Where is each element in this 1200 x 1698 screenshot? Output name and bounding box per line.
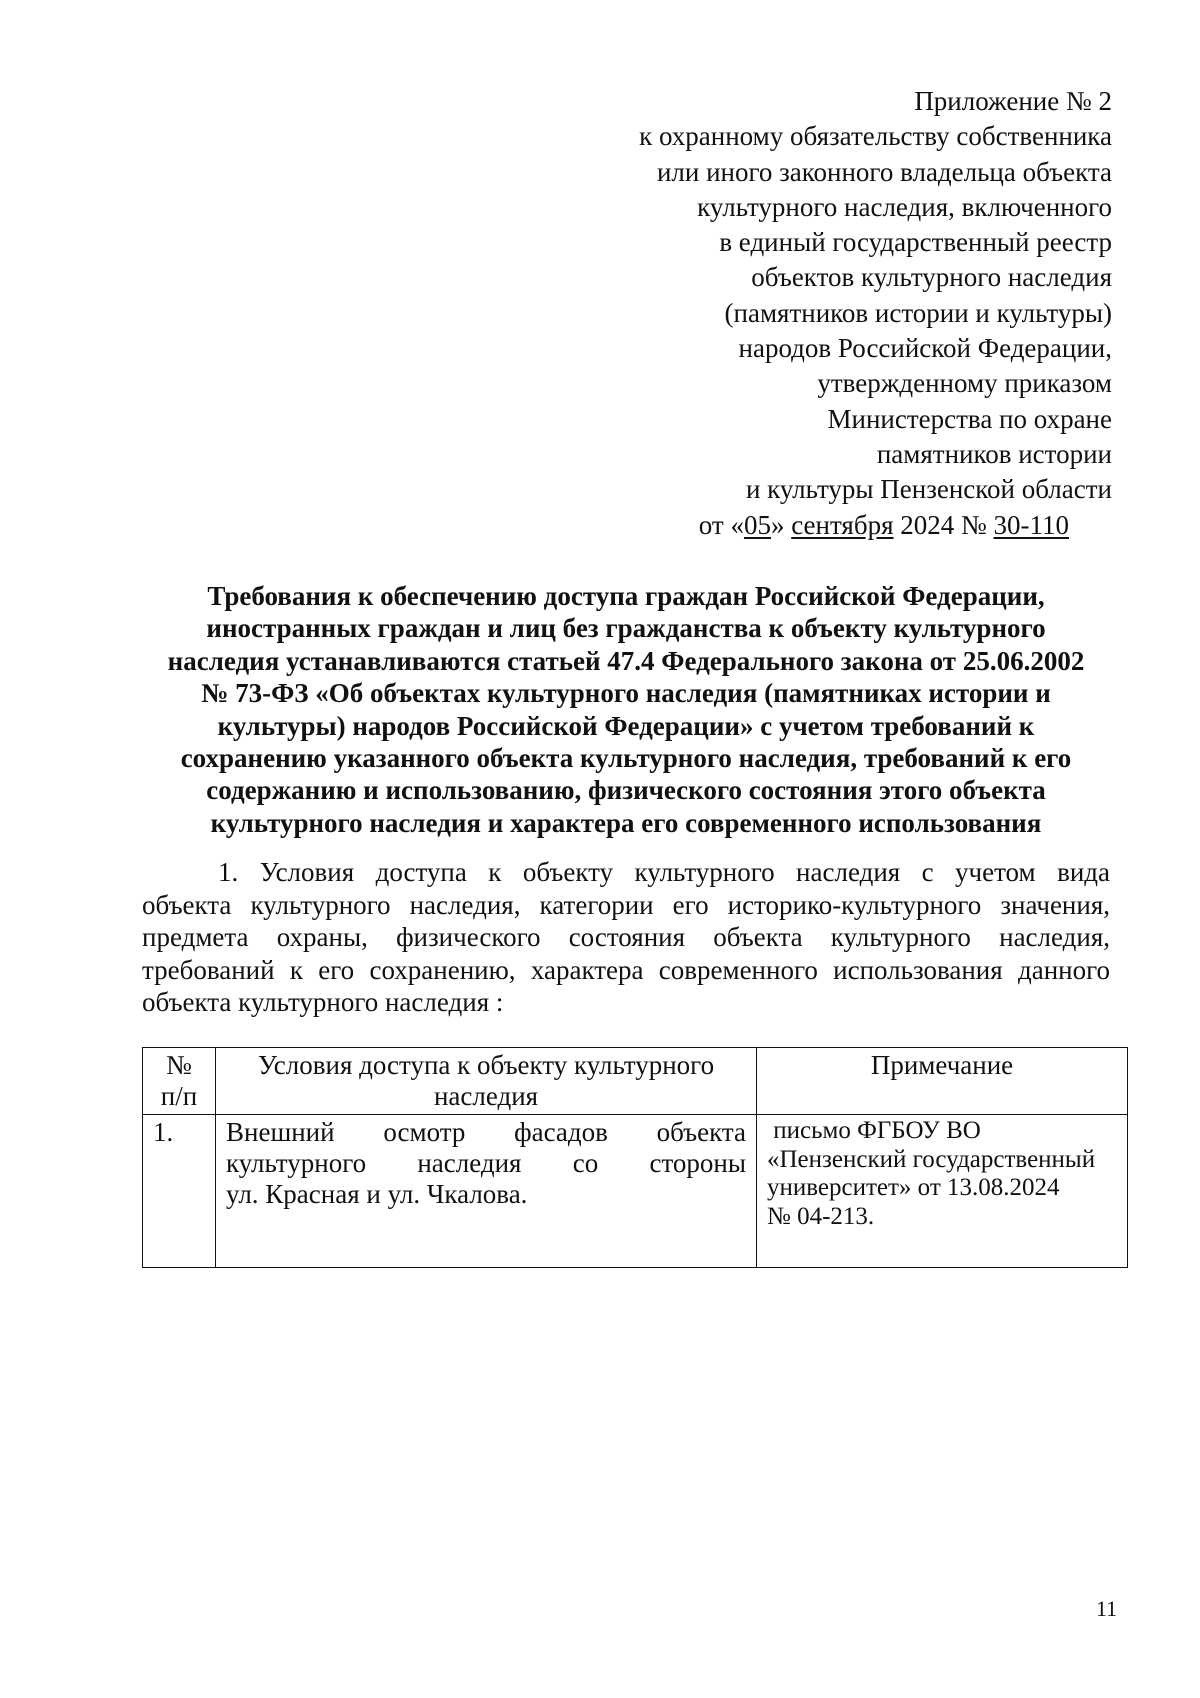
- appendix-line: Министерства по охране: [827, 403, 1112, 434]
- table-header-row: [143, 1048, 1128, 1115]
- access-conditions-table: [142, 1047, 1128, 1268]
- heading-line: сохранению указанного объекта культурного наследия, требований к его: [180, 743, 1072, 774]
- heading-line: культуры) народов Российской Федерации» с учетом требований к: [217, 710, 1035, 741]
- note-line: университет» от 13.08.2024: [767, 1174, 1060, 1201]
- note-line: № 04-213.: [767, 1202, 875, 1230]
- paragraph-line: предмета охраны, физического состояния объекта культурного наследия,: [142, 922, 1110, 952]
- heading-line: № 73-ФЗ «Об объектах культурного наследия (памятниках истории и: [201, 678, 1051, 709]
- row-number: 1.: [143, 1115, 216, 1268]
- appendix-line: памятников истории: [876, 438, 1112, 469]
- conditions-line: Внешний осмотр фасадов объекта: [226, 1117, 746, 1147]
- header-number-sign: №: [166, 1050, 192, 1080]
- appendix-block: [639, 84, 1112, 508]
- note-line: письмо ФГБОУ ВО: [767, 1117, 981, 1144]
- paragraph-line: требований к его сохранению, характера современного использования данного: [142, 954, 1110, 985]
- order-day: 05: [743, 510, 771, 540]
- appendix-line: утвержденному приказом: [817, 368, 1112, 399]
- access-conditions-paragraph: [142, 856, 1110, 1019]
- heading-line: содержанию и использованию, физического состояния этого объекта: [206, 775, 1046, 806]
- header-note: Примечание: [757, 1048, 1128, 1115]
- row-conditions: [216, 1115, 757, 1268]
- header-number: [143, 1048, 216, 1115]
- heading-line: наследия устанавливаются статьей 47.4 Федерального закона от 25.06.2002: [167, 645, 1085, 676]
- appendix-line: или иного законного владельца объекта: [656, 156, 1112, 187]
- appendix-line: Приложение № 2: [914, 86, 1112, 116]
- order-year: 2024 №: [893, 510, 994, 540]
- conditions-line: ул. Красная и ул. Чкалова.: [226, 1179, 528, 1209]
- table-row: [143, 1115, 1128, 1268]
- header-conditions: Условия доступа к объекту культурного наследия: [216, 1048, 757, 1115]
- paragraph-line: объекта культурного наследия, категории его историко-культурного значения,: [142, 889, 1110, 920]
- appendix-line: и культуры Пензенской области: [745, 474, 1112, 505]
- appendix-line: народов Российской Федерации,: [738, 333, 1112, 364]
- appendix-line: (памятников истории и культуры): [724, 297, 1112, 328]
- conditions-line: культурного наследия со стороны: [226, 1148, 746, 1178]
- requirements-heading: [142, 580, 1110, 839]
- order-separator: »: [770, 510, 792, 540]
- note-line: «Пензенский государственный: [767, 1145, 1096, 1173]
- heading-line: иностранных граждан и лиц без гражданства к объекту культурного: [206, 613, 1046, 644]
- appendix-line: к охранному обязательству собственника: [639, 121, 1112, 152]
- order-prefix: от «: [698, 510, 744, 540]
- header-number-abbrev: п/п: [160, 1081, 198, 1111]
- row-note: [757, 1115, 1128, 1268]
- order-reference: [699, 508, 1069, 543]
- heading-line: Требования к обеспечению доступа граждан Российской Федерации,: [207, 581, 1045, 611]
- order-month: сентября: [791, 510, 894, 540]
- appendix-line: объектов культурного наследия: [751, 262, 1112, 293]
- heading-line: культурного наследия и характера его современного использования: [210, 807, 1042, 838]
- appendix-line: в единый государственный реестр: [719, 227, 1112, 258]
- appendix-line: культурного наследия, включенного: [697, 191, 1112, 222]
- order-number: 30-110: [993, 510, 1069, 540]
- page-number: 11: [1096, 1596, 1118, 1621]
- paragraph-line: 1. Условия доступа к объекту культурного наследия с учетом вида: [218, 857, 1110, 887]
- paragraph-line: объекта культурного наследия :: [142, 987, 504, 1017]
